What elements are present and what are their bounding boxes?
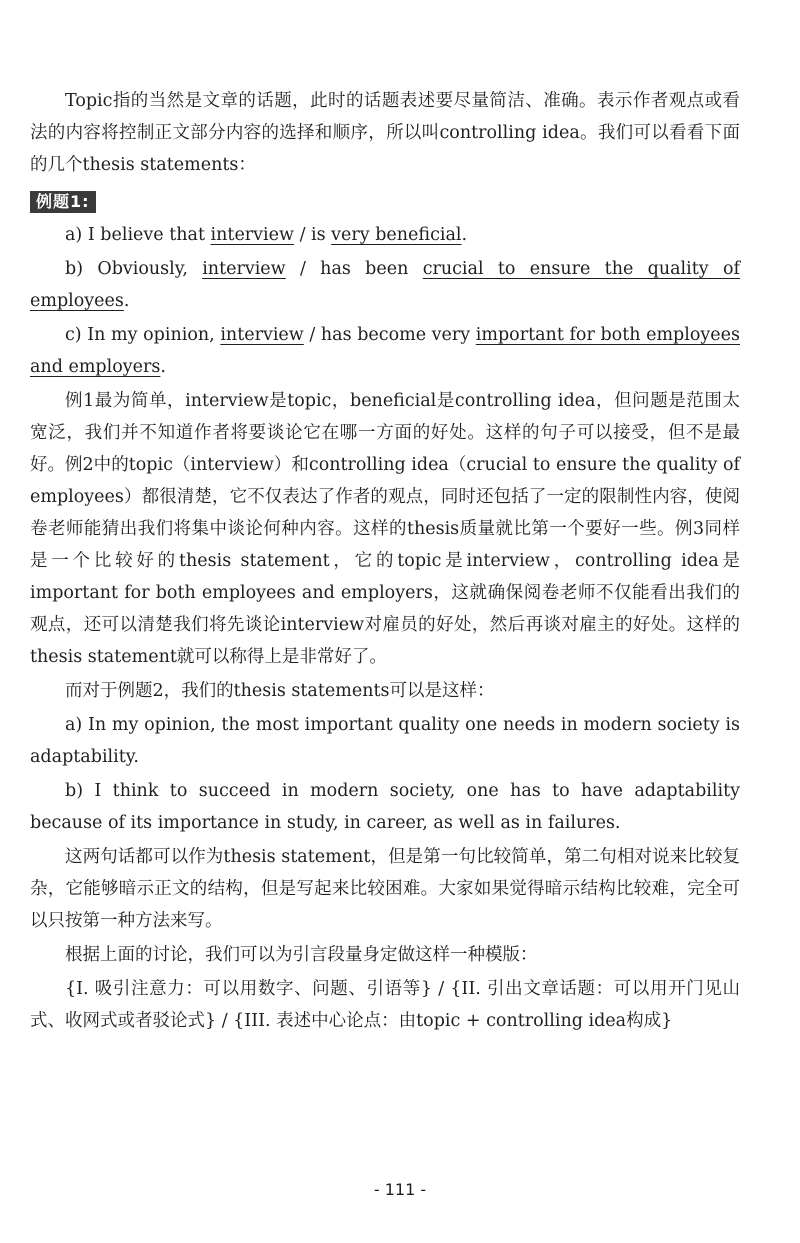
example-a (30, 219, 740, 251)
example-label: 例题1: (30, 191, 96, 213)
analysis-paragraph: 例1最为简单，interview是topic，beneficial是controlling idea，但问题是范围太宽泛，我们并不知道作者将要谈论它在哪一方面的好处。这样的句子可以接受，但不是最好。例2中的topic（interview）和controlling idea（crucial to ensure the quality of employees）都很清楚，它不仅表达了作者的观点，同时还包括了一定的限制性内容，使阅卷老师能猜出我们将集中谈论何种内容。这样的thesis质量就比第一个要好一些。例3同样是一个比较好的thesis statement，它的topic是interview，controlling idea是important for both employees and employers，这就确保阅卷老师不仅能看出我们的观点，还可以清楚我们将先谈论interview对雇员的好处，然后再谈对雇主的好处。这样的thesis statement就可以称得上是非常好了。 (30, 391, 740, 667)
intro-paragraph: Topic指的当然是文章的话题，此时的话题表述要尽量简洁、准确。表示作者观点或看法的内容将控制正文部分内容的选择和顺序，所以叫controlling idea。我们可以看看下面的几个thesis statements： (30, 91, 740, 175)
example2-intro: 而对于例题2，我们的thesis statements可以是这样： (65, 681, 495, 701)
example-a-suffix: . (461, 225, 468, 245)
example-a-prefix: a) I believe that (65, 225, 211, 245)
example-b-prefix: b) Obviously, (65, 259, 203, 279)
example2-b: b) I think to succeed in modern society, one has to have adaptability because of its importance in study, in career, as well as in failures. (30, 781, 740, 833)
example-c-mid: / has become very (303, 325, 476, 345)
example-a-mid: / is (294, 225, 332, 245)
example-a-topic: interview (210, 225, 294, 245)
page-number: - 111 - (373, 1180, 427, 1199)
example-c-prefix: c) In my opinion, (65, 325, 221, 345)
example-b-topic: interview (202, 259, 286, 279)
example-b-mid: / has been (285, 259, 423, 279)
example-c-controlling-idea: important for both employees and employers (30, 325, 740, 377)
template-intro: 根据上面的讨论，我们可以为引言段量身定做这样一种模版： (65, 945, 538, 965)
comparison-paragraph: 这两句话都可以作为thesis statement，但是第一句比较简单，第二句相对说来比较复杂，它能够暗示正文的结构，但是写起来比较困难。大家如果觉得暗示结构比较难，完全可以只按第一种方法来写。 (30, 847, 740, 931)
example-b (30, 253, 740, 317)
example-c (30, 319, 740, 383)
template-paragraph: {I. 吸引注意力：可以用数字、问题、引语等} / {II. 引出文章话题：可以用开门见山式、收网式或者驳论式} / {III. 表述中心论点：由topic + controlling idea构成} (30, 979, 740, 1031)
example-b-suffix: . (123, 291, 130, 311)
example-c-topic: interview (220, 325, 304, 345)
example-b-controlling-idea: crucial to ensure the quality of employees (30, 259, 740, 311)
example2-a: a) In my opinion, the most important quality one needs in modern society is adaptability. (30, 715, 740, 767)
page-body (30, 85, 740, 1039)
example-c-suffix: . (160, 357, 166, 377)
example-label-row (30, 183, 740, 219)
example-a-controlling-idea: very beneficial (331, 225, 462, 245)
